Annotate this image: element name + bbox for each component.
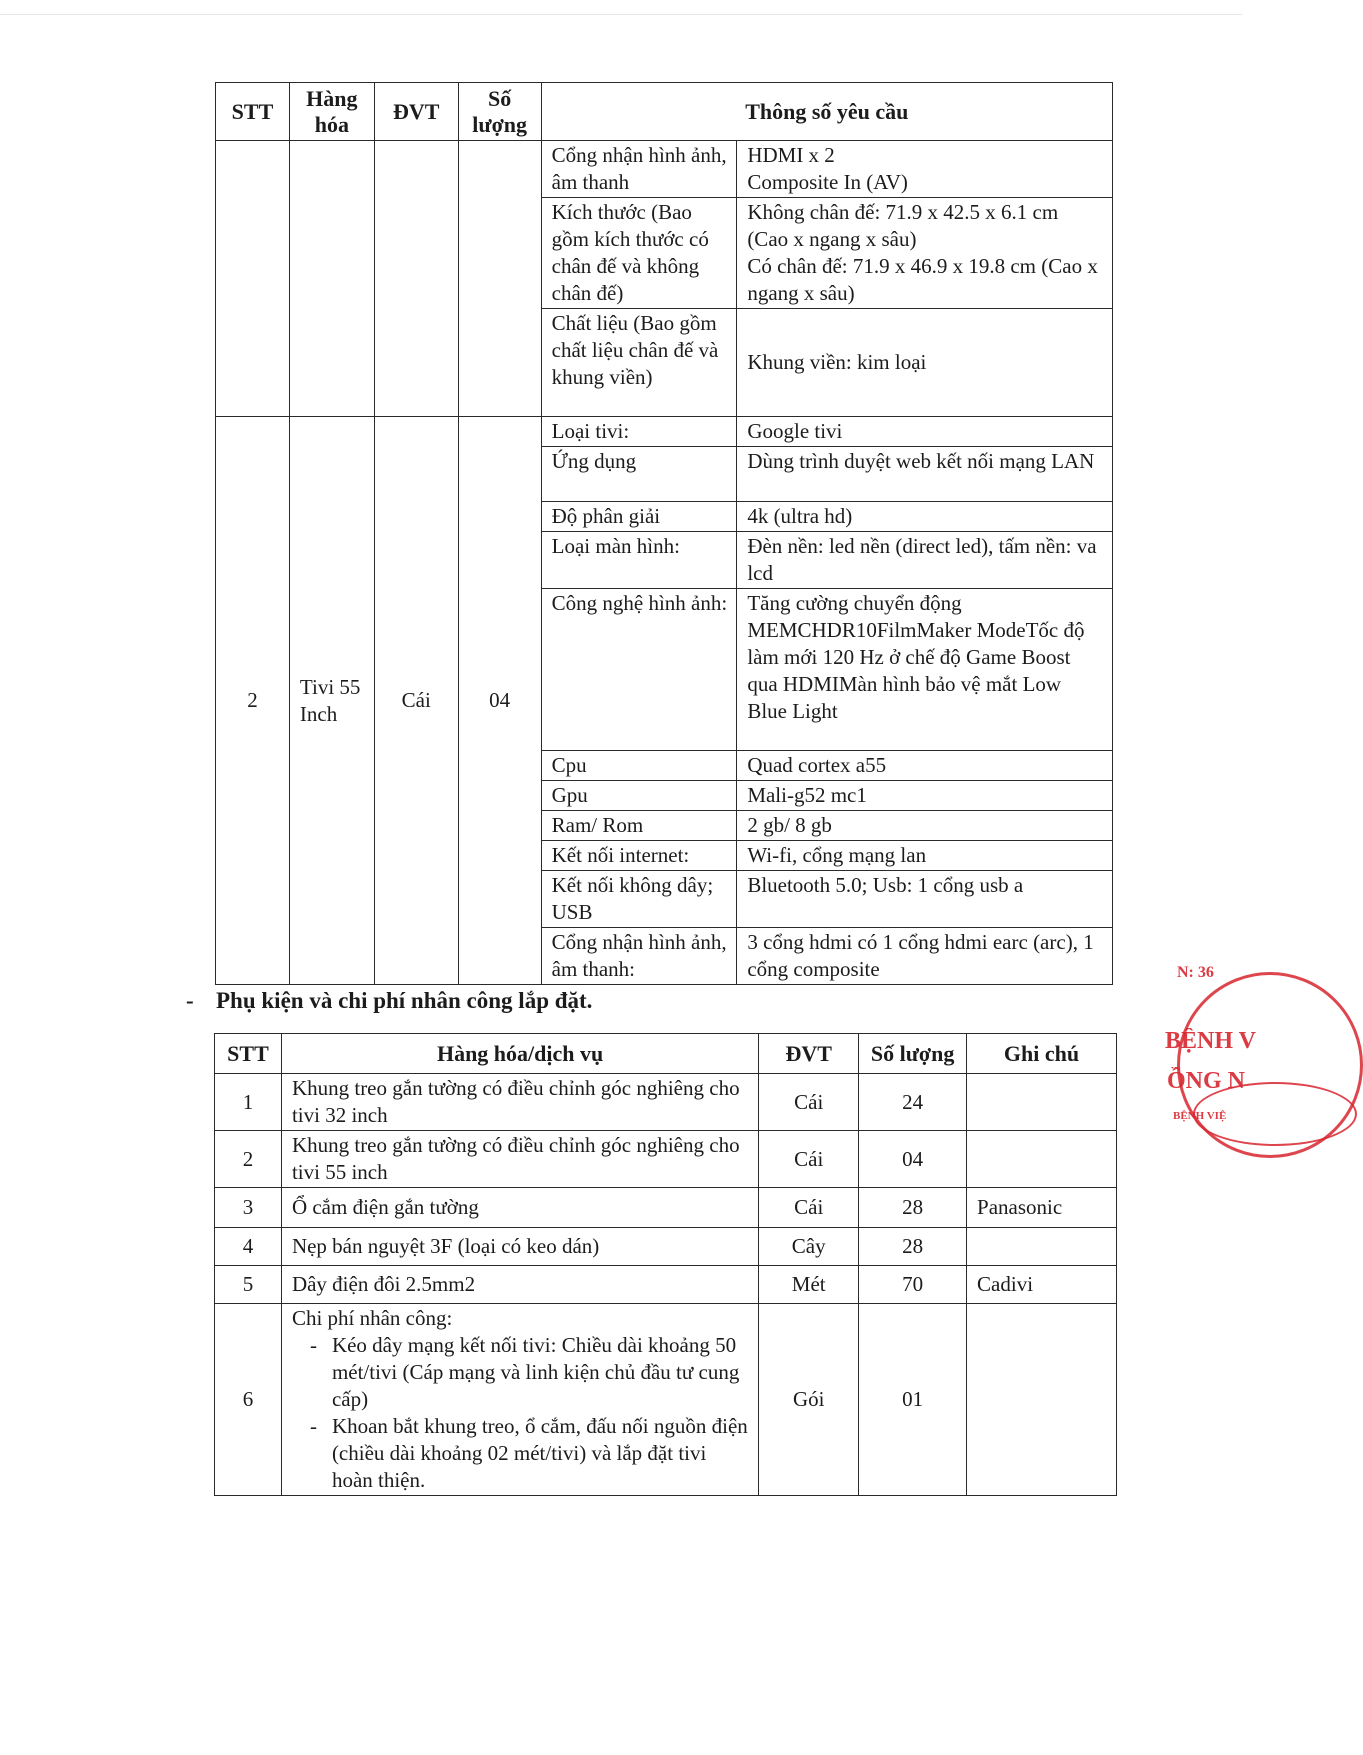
row-stt: 5 xyxy=(215,1266,282,1304)
table-row xyxy=(215,1074,1117,1131)
accessories-table xyxy=(214,1033,1117,1496)
row-name: Nẹp bán nguyệt 3F (loại có keo dán) xyxy=(281,1228,758,1266)
header-stt: STT xyxy=(215,1034,282,1074)
spec-label: Kích thước (Bao gồm kích thước có chân đế và không chân đế) xyxy=(541,198,737,309)
tv-spec-table xyxy=(215,82,1113,985)
spec-label: Gpu xyxy=(541,781,737,811)
header-hang-hoa: Hàng hóa xyxy=(289,83,374,141)
row-name-labor xyxy=(281,1304,758,1496)
list-item: - Kéo dây mạng kết nối tivi: Chiều dài khoảng 50 mét/tivi (Cáp mạng và linh kiện chủ đầu tư cung cấp) xyxy=(302,1332,748,1413)
spec-value: Đèn nền: led nền (direct led), tấm nền: va lcd xyxy=(737,532,1113,589)
row-note xyxy=(967,1131,1117,1188)
spec-value: Wi-fi, cổng mạng lan xyxy=(737,841,1113,871)
spec-value-line: HDMI x 2 xyxy=(747,143,835,167)
header-stt: STT xyxy=(216,83,290,141)
table-row xyxy=(215,1228,1117,1266)
stamp-text: N: 36 xyxy=(1177,964,1214,981)
table-row xyxy=(216,417,1113,447)
spec-value: Tăng cường chuyển động MEMCHDR10FilmMaker ModeTốc độ làm mới 120 Hz ở chế độ Game Boost qua HDMIMàn hình bảo vệ mắt Low Blue Light xyxy=(737,589,1113,751)
spec-label: Kết nối internet: xyxy=(541,841,737,871)
spec-value: 3 cổng hdmi có 1 cổng hdmi earc (arc), 1 cổng composite xyxy=(737,928,1113,985)
red-seal-stamp xyxy=(1165,962,1256,1172)
heading-text: Phụ kiện và chi phí nhân công lắp đặt. xyxy=(216,988,593,1013)
list-item: - Khoan bắt khung treo, ổ cắm, đấu nối nguồn điện (chiều dài khoảng 02 mét/tivi) và lắp đặt tivi hoàn thiện. xyxy=(302,1413,748,1494)
spec-label: Loại tivi: xyxy=(541,417,737,447)
row-qty: 01 xyxy=(859,1304,967,1496)
header-ghi-chu: Ghi chú xyxy=(967,1034,1117,1074)
labor-intro: Chi phí nhân công: xyxy=(291,1306,453,1330)
spec-value-line: Có chân đế: 71.9 x 46.9 x 19.8 cm (Cao x ngang x sâu) xyxy=(747,254,1098,305)
row-unit: Cây xyxy=(759,1228,859,1266)
row-note: Panasonic xyxy=(967,1188,1117,1228)
heading-dash: - xyxy=(186,988,194,1013)
row-note: Cadivi xyxy=(967,1266,1117,1304)
spec-value: Khung viền: kim loại xyxy=(737,309,1113,417)
table-header-row xyxy=(215,1034,1117,1074)
item-name: Tivi 55 Inch xyxy=(289,417,374,985)
spec-value: 2 gb/ 8 gb xyxy=(737,811,1113,841)
row-stt: 3 xyxy=(215,1188,282,1228)
empty-cell-hang-hoa xyxy=(289,141,374,417)
table-header-row xyxy=(216,83,1113,141)
header-so-luong: Số lượng xyxy=(458,83,541,141)
row-stt: 2 xyxy=(215,1131,282,1188)
row-unit: Cái xyxy=(759,1131,859,1188)
item-stt: 2 xyxy=(216,417,290,985)
row-qty: 04 xyxy=(859,1131,967,1188)
table-row xyxy=(215,1131,1117,1188)
stamp-text: BỆNH V xyxy=(1165,1028,1256,1054)
row-note xyxy=(967,1304,1117,1496)
spec-value: Mali-g52 mc1 xyxy=(737,781,1113,811)
row-note xyxy=(967,1074,1117,1131)
table-row xyxy=(216,141,1113,198)
row-qty: 28 xyxy=(859,1188,967,1228)
labor-list xyxy=(292,1332,748,1494)
spec-value: 4k (ultra hd) xyxy=(737,502,1113,532)
spec-value: Bluetooth 5.0; Usb: 1 cổng usb a xyxy=(737,871,1113,928)
row-name: Khung treo gắn tường có điều chỉnh góc nghiêng cho tivi 55 inch xyxy=(281,1131,758,1188)
page-edge-line xyxy=(0,14,1242,15)
spec-label: Độ phân giải xyxy=(541,502,737,532)
spec-value: Google tivi xyxy=(737,417,1113,447)
table-row xyxy=(215,1304,1117,1496)
row-stt: 1 xyxy=(215,1074,282,1131)
row-unit: Cái xyxy=(759,1188,859,1228)
spec-label: Ứng dụng xyxy=(541,447,737,502)
header-so-luong: Số lượng xyxy=(859,1034,967,1074)
spec-label: Cpu xyxy=(541,751,737,781)
spec-value xyxy=(737,141,1113,198)
header-dvt: ĐVT xyxy=(759,1034,859,1074)
header-hang-hoa: Hàng hóa/dịch vụ xyxy=(281,1034,758,1074)
empty-cell-stt xyxy=(216,141,290,417)
spec-value-line: Composite In (AV) xyxy=(747,170,908,194)
header-dvt: ĐVT xyxy=(374,83,458,141)
spec-label: Kết nối không dây; USB xyxy=(541,871,737,928)
row-name: Khung treo gắn tường có điều chỉnh góc nghiêng cho tivi 32 inch xyxy=(281,1074,758,1131)
spec-value-line: Không chân đế: 71.9 x 42.5 x 6.1 cm (Cao x ngang x sâu) xyxy=(747,200,1059,251)
table-row xyxy=(215,1266,1117,1304)
item-qty: 04 xyxy=(458,417,541,985)
stamp-text: ỒNG N xyxy=(1167,1068,1245,1094)
row-qty: 70 xyxy=(859,1266,967,1304)
spec-label: Ram/ Rom xyxy=(541,811,737,841)
item-unit: Cái xyxy=(374,417,458,985)
empty-cell-dvt xyxy=(374,141,458,417)
header-thong-so: Thông số yêu cầu xyxy=(541,83,1112,141)
spec-value xyxy=(737,198,1113,309)
row-note xyxy=(967,1228,1117,1266)
spec-label: Chất liệu (Bao gồm chất liệu chân đế và khung viền) xyxy=(541,309,737,417)
row-qty: 24 xyxy=(859,1074,967,1131)
spec-label: Cổng nhận hình ảnh, âm thanh: xyxy=(541,928,737,985)
row-unit: Mét xyxy=(759,1266,859,1304)
spec-label: Loại màn hình: xyxy=(541,532,737,589)
row-name: Ổ cắm điện gắn tường xyxy=(281,1188,758,1228)
row-stt: 4 xyxy=(215,1228,282,1266)
table-row xyxy=(215,1188,1117,1228)
row-unit: Gói xyxy=(759,1304,859,1496)
spec-label: Công nghệ hình ảnh: xyxy=(541,589,737,751)
spec-label: Cổng nhận hình ảnh, âm thanh xyxy=(541,141,737,198)
section-heading xyxy=(186,986,592,1016)
row-unit: Cái xyxy=(759,1074,859,1131)
row-stt: 6 xyxy=(215,1304,282,1496)
row-name: Dây điện đôi 2.5mm2 xyxy=(281,1266,758,1304)
spec-value: Quad cortex a55 xyxy=(737,751,1113,781)
empty-cell-so-luong xyxy=(458,141,541,417)
spec-value: Dùng trình duyệt web kết nối mạng LAN xyxy=(737,447,1113,502)
stamp-text: BỆNH VIỆ xyxy=(1173,1110,1227,1122)
row-qty: 28 xyxy=(859,1228,967,1266)
